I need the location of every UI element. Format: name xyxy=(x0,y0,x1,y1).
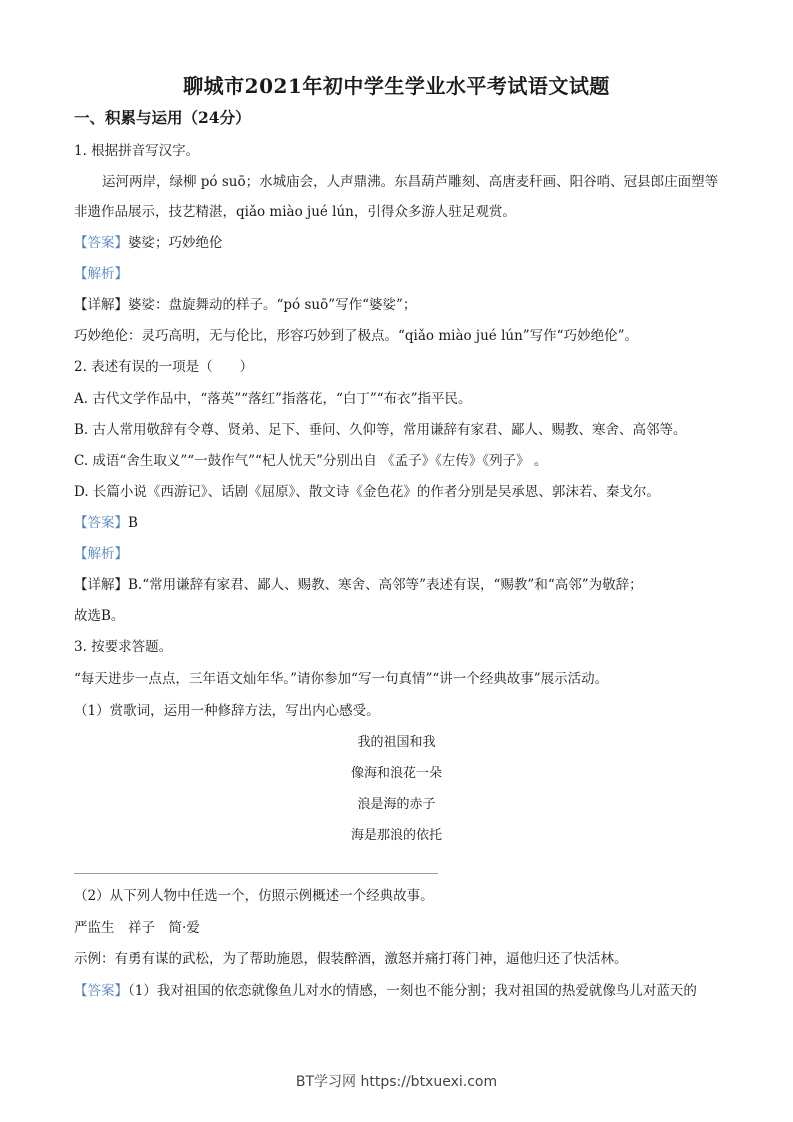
question-2-detail-line-1: 【详解】B.“常用谦辞有家君、鄙人、赐教、寒舍、高邻等”表述有误，“赐教”和“高邻”为敬辞； xyxy=(74,577,643,593)
question-1-stem: 1. 根据拼音写汉字。 xyxy=(74,143,200,159)
question-3-answer xyxy=(74,982,734,1000)
poem-line-2: 像海和浪花一朵 xyxy=(350,766,442,781)
page-title: 聊城市2021年初中学生学业水平考试语文试题 xyxy=(183,74,610,98)
poem-line-3: 浪是海的赤子 xyxy=(357,797,436,812)
question-1-analysis-label: 【解析】 xyxy=(74,266,128,282)
question-2-stem: 2. 表述有误的一项是（ ） xyxy=(74,359,254,375)
question-2-answer xyxy=(74,514,734,532)
question-3-example: 示例：有勇有谋的武松，为了帮助施恩，假装醉酒，激怒并痛打蒋门神，逼他归还了快活林。 xyxy=(74,951,628,967)
question-1-passage-line-2: 非遗作品展示，技艺精湛，qiǎo miào jué lún，引得众多游人驻足观赏。 xyxy=(74,204,516,220)
question-2-option-d: D. 长篇小说《西游记》、话剧《屈原》、散文诗《金色花》的作者分别是吴承恩、郭沫若、秦戈尔。 xyxy=(74,484,660,500)
question-3-intro: “每天进步一点点，三年语文灿年华。”请你参加“写一句真情”“讲一个经典故事”展示活动。 xyxy=(74,671,609,687)
question-1-passage-line-1: 运河两岸，绿柳 pó suō；水城庙会，人声鼎沸。东昌葫芦雕刻、高唐麦秆画、阳谷哨、冠县郎庄面塑等 xyxy=(102,174,719,190)
question-3-sub-1: （1）赏歌词，运用一种修辞方法，写出内心感受。 xyxy=(74,703,380,719)
question-1-detail-line-2: 巧妙绝伦：灵巧高明，无与伦比，形容巧妙到了极点。“qiǎo miào jué lún”写作“巧妙绝伦”。 xyxy=(74,328,638,344)
question-3-stem: 3. 按要求答题。 xyxy=(74,639,173,655)
answer-label: 【答案】 xyxy=(74,235,128,251)
section-heading: 一、积累与运用（24分） xyxy=(74,108,251,127)
poem-line-4: 海是那浪的依托 xyxy=(350,828,442,843)
answer-label: 【答案】 xyxy=(74,515,128,531)
answer-label: 【答案】 xyxy=(74,983,128,999)
answer-text: （1）我对祖国的依恋就像鱼儿对水的情感，一刻也不能分割；我对祖国的热爱就像鸟儿对蓝天的 xyxy=(128,983,697,999)
question-2-analysis-label: 【解析】 xyxy=(74,546,128,562)
answer-text: 婆娑；巧妙绝伦 xyxy=(128,235,223,251)
question-2-option-c: C. 成语“舍生取义”“一鼓作气”“杞人忧天”分别出自 《孟子》《左传》《列子》 。 xyxy=(74,453,548,469)
question-1-answer xyxy=(74,234,734,252)
question-2-option-b: B. 古人常用敬辞有令尊、贤弟、足下、垂问、久仰等，常用谦辞有家君、鄙人、赐教、寒舍、高邻等。 xyxy=(74,422,687,438)
answer-text: B xyxy=(128,515,138,531)
footer-watermark: BT学习网 https://btxuexi.com xyxy=(295,1074,498,1090)
question-1-detail-line-1: 【详解】婆娑：盘旋舞动的样子。“pó suō”写作“婆娑”； xyxy=(74,297,417,313)
question-3-characters: 严监生 祥子 简·爱 xyxy=(74,920,200,936)
answer-blank-line xyxy=(74,873,438,874)
question-2-option-a: A. 古代文学作品中，“落英”“落红”指落花，“白丁”“布衣”指平民。 xyxy=(74,391,472,407)
poem-line-1: 我的祖国和我 xyxy=(357,735,436,750)
question-3-sub-2: （2）从下列人物中任选一个，仿照示例概述一个经典故事。 xyxy=(74,888,434,904)
question-2-detail-line-2: 故选B。 xyxy=(74,608,125,624)
